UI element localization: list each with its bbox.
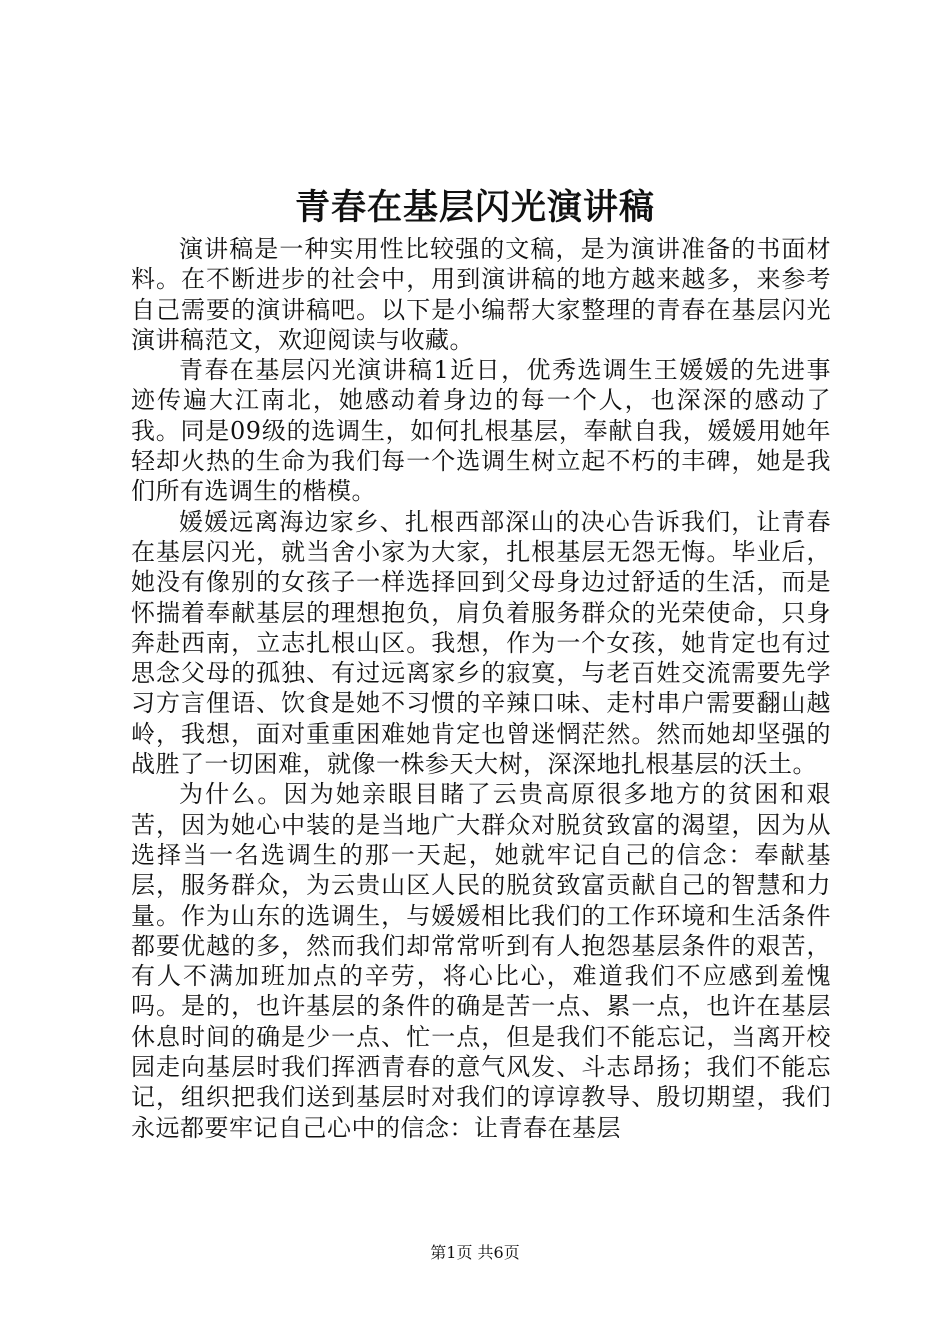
paragraph-why: 为什么。因为她亲眼目睹了云贵高原很多地方的贫困和艰苦，因为她心中装的是当地广大群众对脱贫致富的渴望，因为从选择当一名选调生的那一天起，她就牢记自己的信念：奉献基层，服务群众，为云贵山区人民的脱贫致富贡献自己的智慧和力量。作为山东的选调生，与媛媛相比我们的工作环境和生活条件都要优越的多，然而我们却常常听到有人抱怨基层条件的艰苦，有人不满加班加点的辛劳，将心比心，难道我们不应感到羞愧吗。是的，也许基层的条件的确是苦一点、累一点，也许在基层休息时间的确是少一点、忙一点，但是我们不能忘记，当离开校园走向基层时我们挥洒青春的意气风发、斗志昂扬；我们不能忘记，组织把我们送到基层时对我们的谆谆教导、殷切期望，我们永远都要牢记自己心中的信念：让青春在基层 bbox=[131, 780, 831, 1142]
document-title: 青春在基层闪光演讲稿 bbox=[294, 187, 655, 228]
paragraph-speech-1: 青春在基层闪光演讲稿1近日，优秀选调生王媛媛的先进事迹传遍大江南北，她感动着身边的每一个人，也深深的感动了我。同是09级的选调生，如何扎根基层，奉献自我，媛媛用她年轻却火热的生命为我们每一个选调生树立起不朽的丰碑，她是我们所有选调生的楷模。 bbox=[131, 356, 831, 506]
page-number-footer: 第1页 共6页 bbox=[430, 1243, 520, 1262]
paragraph-decision: 媛媛远离海边家乡、扎根西部深山的决心告诉我们，让青春在基层闪光，就当舍小家为大家，扎根基层无怨无悔。毕业后，她没有像别的女孩子一样选择回到父母身边过舒适的生活，而是怀揣着奉献基层的理想抱负，肩负着服务群众的光荣使命，只身奔赴西南，立志扎根山区。我想，作为一个女孩，她肯定也有过思念父母的孤独、有过远离家乡的寂寞，与老百姓交流需要先学习方言俚语、饮食是她不习惯的辛辣口味、走村串户需要翻山越岭，我想，面对重重困难她肯定也曾迷惘茫然。然而她却坚强的战胜了一切困难，就像一株参天大树，深深地扎根基层的沃土。 bbox=[131, 507, 831, 779]
document-body bbox=[131, 234, 831, 1143]
paragraph-intro: 演讲稿是一种实用性比较强的文稿，是为演讲准备的书面材料。在不断进步的社会中，用到演讲稿的地方越来越多，来参考自己需要的演讲稿吧。以下是小编帮大家整理的青春在基层闪光演讲稿范文，欢迎阅读与收藏。 bbox=[131, 235, 831, 354]
